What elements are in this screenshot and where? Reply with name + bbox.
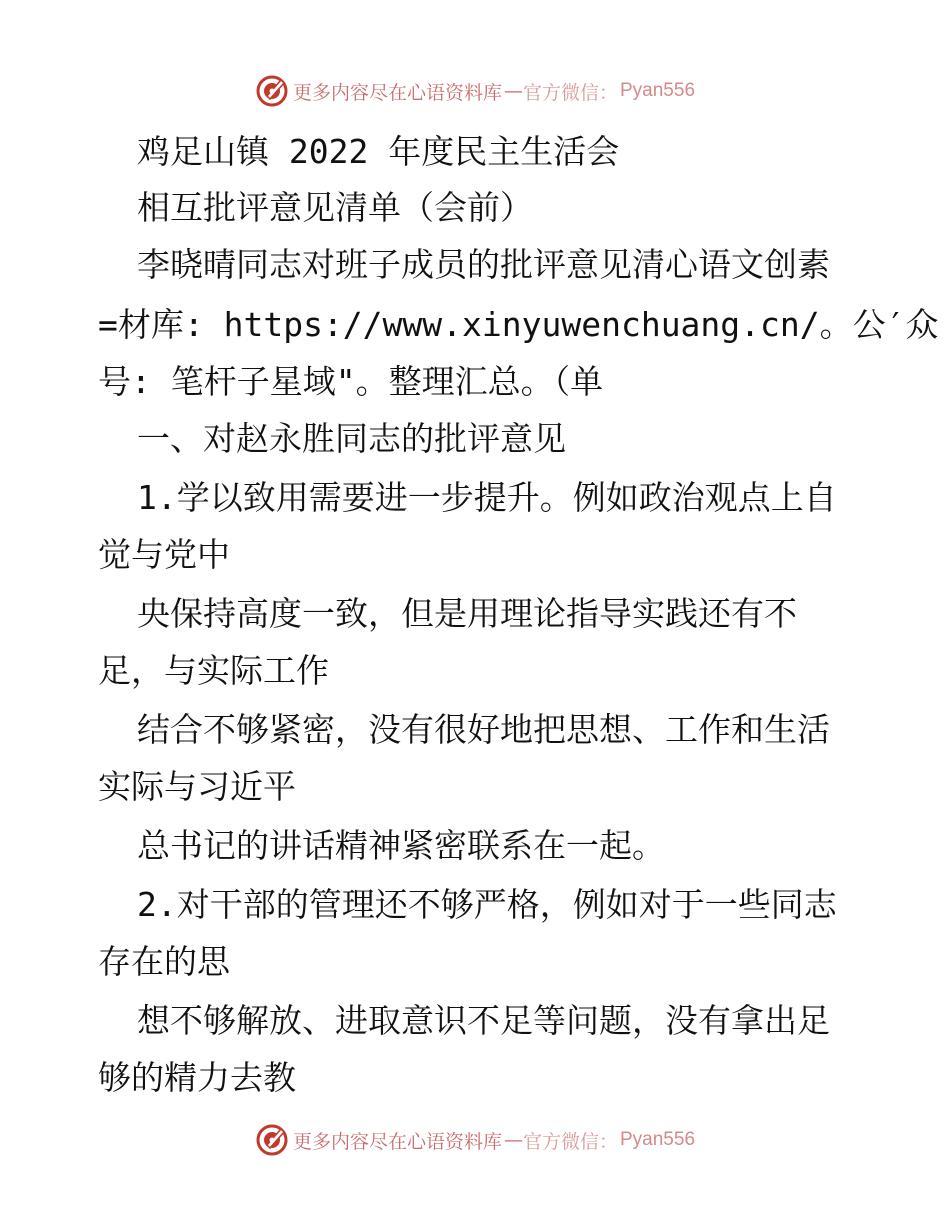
header-watermark: [0, 71, 950, 111]
paragraph-line: 央保持高度一致，但是用理论指导实践还有不: [137, 594, 797, 633]
paragraph-line: 足，与实际工作: [98, 651, 329, 690]
watermark-separator: —: [503, 80, 523, 102]
paragraph-line: 2.对干部的管理还不够严格，例如对于一些同志: [137, 885, 837, 924]
watermark-separator: —: [503, 1129, 523, 1151]
watermark-brand: 更多内容尽在心语资料库: [292, 1130, 502, 1153]
paragraph-line: 总书记的讲话精神紧密联系在一起。: [137, 826, 665, 865]
pen-logo-icon: [255, 74, 289, 108]
pen-logo-icon: [255, 1123, 289, 1157]
document-title-line1: 鸡足山镇 2022 年度民主生活会: [137, 132, 620, 171]
paragraph-line: 实际与习近平: [98, 767, 296, 806]
watermark-wechat-label: 官方微信：: [522, 1130, 618, 1153]
paragraph-line: 存在的思: [98, 942, 230, 981]
paragraph-line: 觉与党中: [98, 535, 230, 574]
intro-line: 李晓晴同志对班子成员的批评意见清心语文创素: [137, 245, 830, 284]
paragraph-line: 结合不够紧密，没有很好地把思想、工作和生活: [137, 710, 830, 749]
watermark-wechat-id: Pyan556: [620, 80, 696, 101]
paragraph-line: 够的精力去教: [98, 1058, 296, 1097]
intro-line: =材库: https://www.xinyuwenchuang.cn/。公′众: [98, 305, 939, 344]
watermark-wechat-id: Pyan556: [620, 1129, 696, 1150]
document-title-line2: 相互批评意见清单（会前）: [137, 188, 533, 227]
watermark-wechat-label: 官方微信：: [522, 81, 618, 104]
paragraph-line: 想不够解放、进取意识不足等问题，没有拿出足: [137, 1001, 830, 1040]
paragraph-line: 1.学以致用需要进一步提升。例如政治观点上自: [137, 478, 837, 517]
section-heading: 一、对赵永胜同志的批评意见: [137, 419, 566, 458]
intro-line: 号: 笔杆子星域"。整理汇总。（单: [98, 362, 604, 401]
watermark-brand: 更多内容尽在心语资料库: [292, 81, 502, 104]
footer-watermark: [0, 1120, 950, 1160]
